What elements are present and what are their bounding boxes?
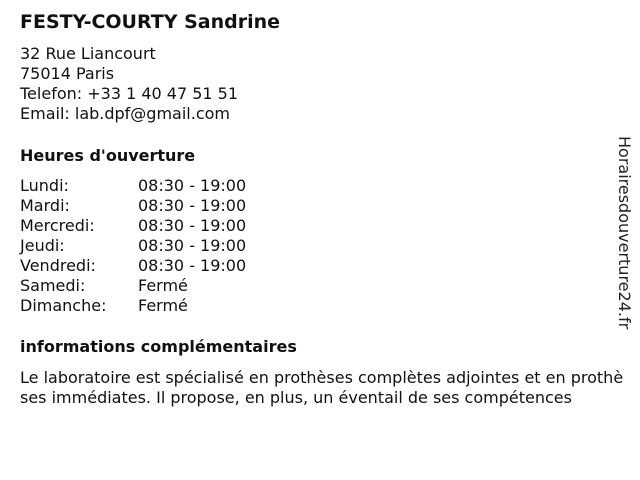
time-value: 08:30 - 19:00 bbox=[138, 256, 247, 275]
day-label: Lundi: bbox=[20, 176, 69, 195]
street-address: 32 Rue Liancourt bbox=[20, 44, 156, 63]
email-address: Email: lab.dpf@gmail.com bbox=[20, 104, 230, 123]
phone-number: Telefon: +33 1 40 47 51 51 bbox=[20, 84, 239, 103]
business-name: FESTY-COURTY Sandrine bbox=[20, 11, 281, 33]
day-label: Vendredi: bbox=[20, 256, 96, 275]
day-label: Mardi: bbox=[20, 196, 70, 215]
hours-row-sunday bbox=[20, 296, 620, 316]
hours-row-friday bbox=[20, 256, 620, 276]
time-value: Fermé bbox=[138, 296, 188, 315]
day-label: Mercredi: bbox=[20, 216, 95, 235]
address-block bbox=[20, 44, 620, 124]
hours-row-monday bbox=[20, 176, 620, 196]
info-title: informations complémentaires bbox=[20, 337, 297, 356]
day-label: Dimanche: bbox=[20, 296, 107, 315]
time-value: 08:30 - 19:00 bbox=[138, 196, 247, 215]
site-watermark: Horairesdouverture24.fr bbox=[615, 136, 634, 330]
time-value: 08:30 - 19:00 bbox=[138, 216, 247, 235]
business-card bbox=[20, 8, 624, 408]
time-value: Fermé bbox=[138, 276, 188, 295]
city-address: 75014 Paris bbox=[20, 64, 115, 83]
hours-row-tuesday bbox=[20, 196, 620, 216]
day-label: Jeudi: bbox=[20, 236, 65, 255]
hours-title: Heures d'ouverture bbox=[20, 146, 196, 165]
time-value: 08:30 - 19:00 bbox=[138, 236, 247, 255]
hours-row-saturday bbox=[20, 276, 620, 296]
info-description: Le laboratoire est spécialisé en prothèses complètes adjointes et en prothèses immédiates. Il propose, en plus, un éventail de ses compétences bbox=[20, 368, 624, 407]
hours-row-wednesday bbox=[20, 216, 620, 236]
hours-table bbox=[20, 176, 620, 316]
hours-row-thursday bbox=[20, 236, 620, 256]
time-value: 08:30 - 19:00 bbox=[138, 176, 247, 195]
day-label: Samedi: bbox=[20, 276, 86, 295]
